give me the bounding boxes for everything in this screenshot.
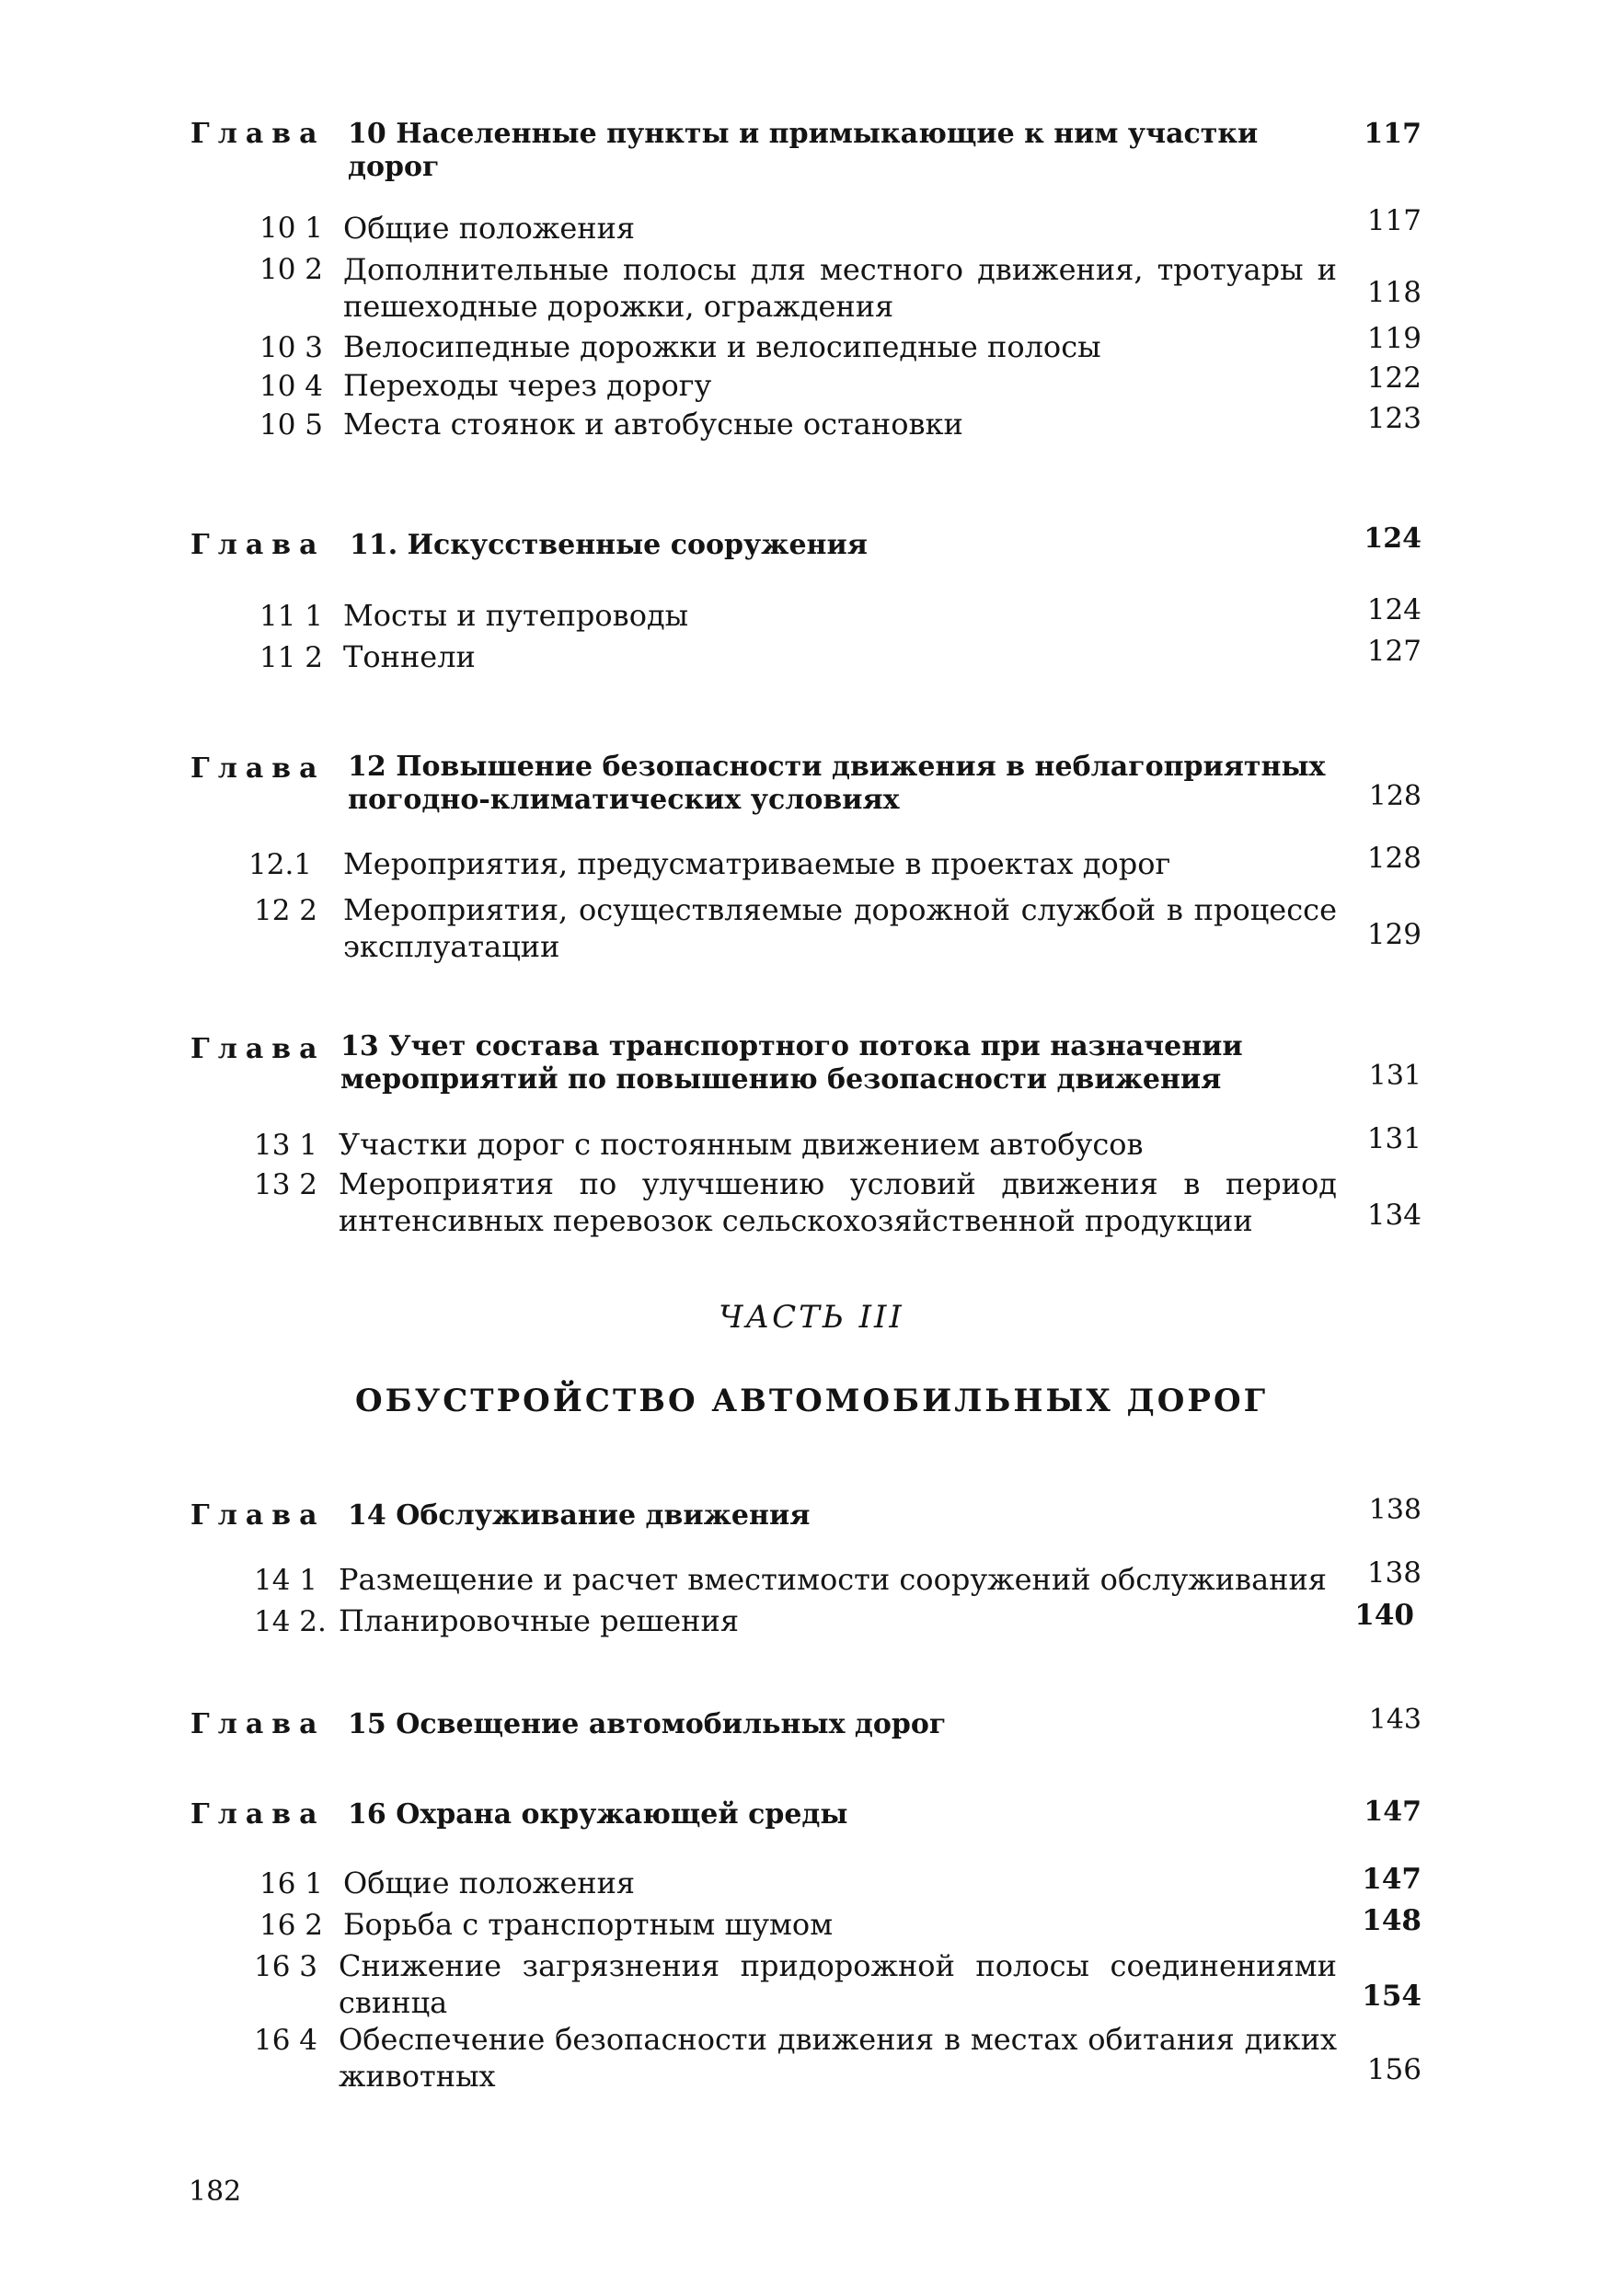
chapter-title-text: Обслуживание движения (396, 1499, 811, 1532)
section-title: Общие положения (343, 211, 636, 246)
section-title: Дополнительные полосы для местного движения, тротуары и пешеходные дорожки, ограждения (343, 252, 1337, 324)
chapter-number: 10 (348, 118, 386, 150)
section-title: Общие положения (343, 1866, 636, 1900)
section-number: 10 1 (259, 212, 324, 245)
section-number: 13 2 (254, 1168, 318, 1201)
section-number: 10 2 (259, 253, 324, 286)
section-page-number: 138 (1366, 1556, 1422, 1590)
section-title: Места стоянок и автобусные остановки (343, 407, 963, 442)
section-title: Тоннели (343, 639, 476, 674)
section-number: 11 1 (259, 600, 324, 633)
section-page-number: 147 (1362, 1863, 1422, 1896)
section-title: Размещение и расчет вместимости сооружений обслуживания (339, 1562, 1327, 1597)
section-title: Снижение загрязнения придорожной полосы соединениями свинца (339, 1948, 1337, 2020)
section-title: Мероприятия, предусматриваемые в проектах дорог (343, 846, 1171, 881)
chapter-number: 12 (348, 751, 386, 783)
section-page-number: 122 (1366, 362, 1422, 395)
chapter-title-text: Повышение безопасности движения в неблагоприятных погодно-климатических условиях (348, 751, 1326, 816)
section-page-number: 140 (1354, 1599, 1414, 1632)
chapter-title-text: Охрана окружающей среды (396, 1798, 848, 1831)
section-page-number: 156 (1366, 2053, 1422, 2086)
section-title: Мероприятия, осуществляемые дорожной службой в процессе эксплуатации (343, 892, 1337, 964)
chapter-page-number: 117 (1364, 118, 1422, 150)
section-number: 16 3 (254, 1950, 318, 1983)
section-title: Обеспечение безопасности движения в местах обитания диких животных (339, 2022, 1337, 2094)
section-number: 13 1 (254, 1129, 318, 1162)
chapter-page-number: 138 (1368, 1494, 1422, 1526)
section-page-number: 154 (1362, 1980, 1422, 2013)
chapter-title (350, 529, 1325, 562)
chapter-label: Глава (190, 529, 326, 561)
section-page-number: 118 (1366, 276, 1422, 309)
section-page-number: 124 (1366, 593, 1422, 626)
chapter-page-number: 124 (1364, 522, 1422, 555)
page-number: 182 (189, 2175, 242, 2208)
section-number: 16 1 (259, 1867, 324, 1900)
section-page-number: 119 (1366, 322, 1422, 355)
section-number: 16 2 (259, 1909, 324, 1942)
chapter-label: Глава (190, 1708, 326, 1740)
chapter-number: 15 (348, 1708, 386, 1740)
chapter-number: 14 (348, 1499, 386, 1532)
section-page-number: 134 (1366, 1199, 1422, 1232)
section-title: Участки дорог с постоянным движением автобусов (339, 1127, 1144, 1162)
chapter-label: Глава (190, 752, 326, 785)
section-title: Мероприятия по улучшению условий движения в период интенсивных перевозок сельскохозяйственной продукции (339, 1166, 1337, 1238)
chapter-title (348, 1708, 1332, 1741)
chapter-title (348, 118, 1332, 184)
chapter-number: 16 (348, 1798, 386, 1831)
section-title: Велосипедные дорожки и велосипедные полосы (343, 329, 1101, 364)
chapter-label: Глава (190, 118, 326, 150)
section-page-number: 127 (1366, 635, 1422, 668)
chapter-title (348, 751, 1332, 817)
section-page-number: 129 (1366, 918, 1422, 951)
section-page-number: 148 (1362, 1904, 1422, 1937)
chapter-page-number: 131 (1368, 1060, 1422, 1092)
chapter-title-text: Населенные пункты и примыкающие к ним участки дорог (348, 118, 1259, 183)
section-title: Борьба с транспортным шумом (343, 1907, 834, 1942)
part-label: ЧАСТЬ III (719, 1299, 904, 1336)
section-number: 12 2 (254, 894, 318, 927)
section-title: Мосты и путепроводы (343, 598, 689, 633)
chapter-title-text: Учет состава транспортного потока при назначении мероприятий по повышению безопасности движения (340, 1030, 1243, 1096)
chapter-label: Глава (190, 1798, 326, 1831)
chapter-label: Глава (190, 1033, 326, 1065)
chapter-label: Глава (190, 1499, 326, 1532)
chapter-title (340, 1030, 1334, 1096)
section-number: 10 3 (259, 331, 324, 364)
section-page-number: 123 (1366, 402, 1422, 435)
section-number: 16 4 (254, 2024, 318, 2057)
section-number: 12.1 (248, 848, 313, 881)
section-page-number: 128 (1366, 842, 1422, 875)
chapter-number: 13 (340, 1030, 379, 1062)
chapter-page-number: 128 (1368, 780, 1422, 812)
chapter-title (348, 1798, 1332, 1831)
section-number: 14 2. (254, 1605, 327, 1638)
chapter-title (348, 1499, 1332, 1533)
section-title: Переходы через дорогу (343, 368, 712, 403)
chapter-number: 11. (350, 529, 398, 561)
chapter-title-text: Искусственные сооружения (407, 529, 868, 561)
chapter-page-number: 143 (1368, 1704, 1422, 1736)
part-title: ОБУСТРОЙСТВО АВТОМОБИЛЬНЫХ ДОРОГ (354, 1383, 1269, 1419)
section-page-number: 117 (1366, 204, 1422, 237)
section-number: 10 4 (259, 370, 324, 403)
section-number: 10 5 (259, 408, 324, 442)
section-number: 11 2 (259, 641, 324, 674)
chapter-page-number: 147 (1364, 1796, 1422, 1828)
chapter-title-text: Освещение автомобильных дорог (396, 1708, 947, 1740)
section-number: 14 1 (254, 1564, 318, 1597)
section-title: Планировочные решения (339, 1603, 740, 1638)
section-page-number: 131 (1366, 1122, 1422, 1155)
